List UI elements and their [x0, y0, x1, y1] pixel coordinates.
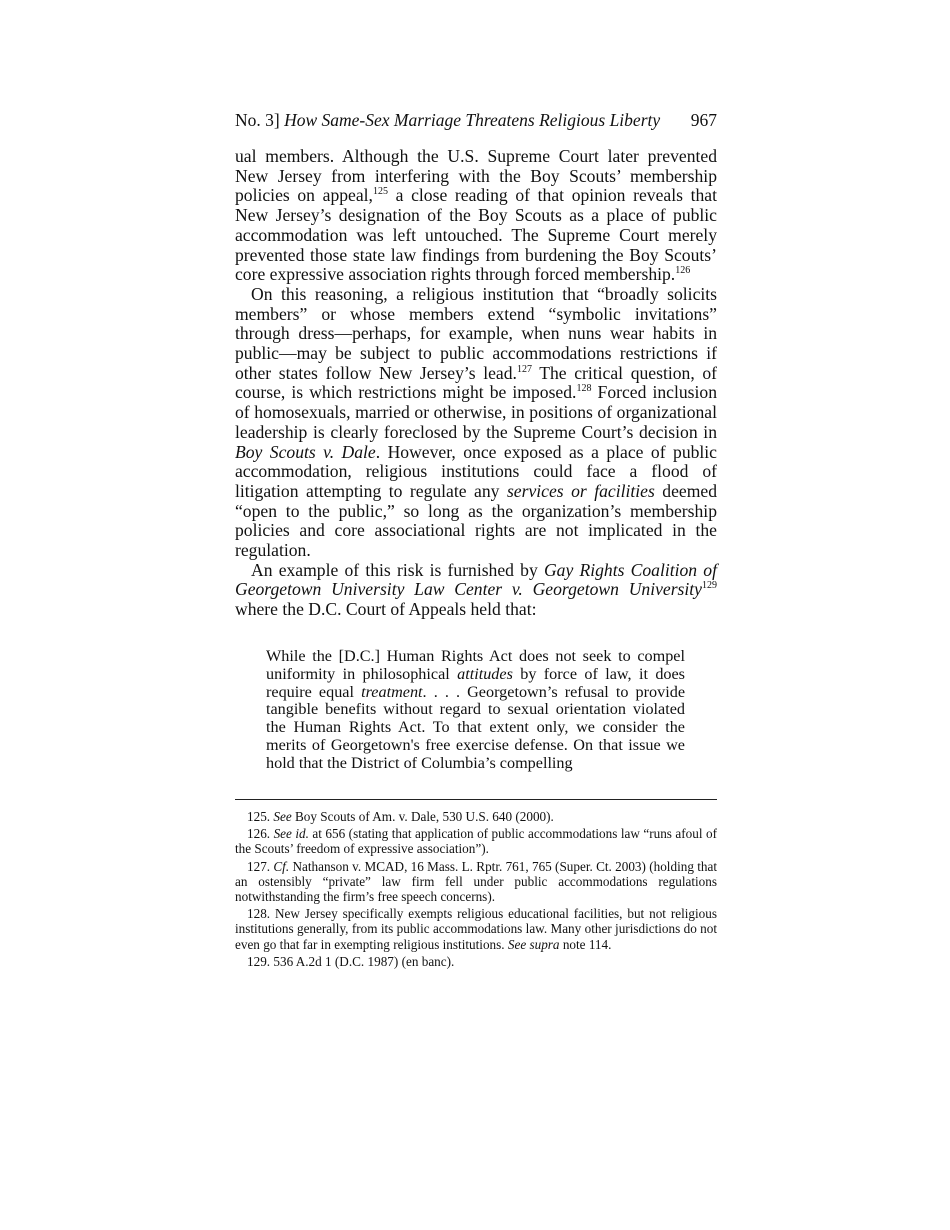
footnote-text: at 656 (stating that application of public accommodations law “runs afoul of the Scouts’ freedom of expressive association”).: [235, 826, 717, 857]
footnote-text: Boy Scouts of Am. v. Dale, 530 U.S. 640 (2000).: [291, 809, 554, 824]
paragraph-text: On this reasoning, a religious institution that “broadly solicits members” or whose members extend “symbolic invitations” through dress—perhaps, for example, when nuns wear habits in public—may be subject to public accommodations restrictions if other states follow New Jersey’s lead.: [235, 283, 717, 383]
footnote-number: 129.: [247, 953, 271, 969]
footnote-126: [235, 826, 717, 856]
article-title: How Same-Sex Marriage Threatens Religious Liberty: [284, 110, 661, 130]
footnote-text: Nathanson v. MCAD, 16 Mass. L. Rptr. 761, 765 (Super. Ct. 2003) (holding that an ostensibly “private” law firm fell under public accommodations regulations notwithstanding the firm’s free speech concerns).: [235, 858, 717, 905]
paragraph-text: . However, once exposed as a place of public accommodation, religious institutions could face a flood of litigation attempting to regulate any: [235, 441, 717, 501]
header-left: [235, 109, 660, 131]
quote-span: by force of law, it does require equal: [266, 664, 685, 701]
footnote-number: 128.: [247, 906, 271, 922]
signal: See supra: [507, 936, 560, 952]
footnote-128: [235, 906, 717, 952]
case-name: Gay Rights Coalition of Georgetown University Law Center v. Georgetown University: [235, 559, 717, 600]
signal: Cf.: [273, 858, 290, 874]
paragraph-2: [235, 285, 717, 561]
signal: See: [273, 809, 292, 824]
footnote-ref-125[interactable]: 125: [372, 186, 388, 198]
footnote-125: [235, 809, 717, 824]
footnote-ref-128[interactable]: 128: [576, 383, 592, 395]
quote-emphasis: attitudes: [457, 664, 513, 683]
footnote-text: note 114.: [559, 936, 612, 952]
paragraph-text: where the D.C. Court of Appeals held that:: [235, 599, 537, 620]
paragraph-1: [235, 147, 717, 285]
footnote-ref-126[interactable]: 126: [675, 265, 691, 277]
paragraph-text: deemed “open to the public,” so long as the organization’s membership policies and core associational rights are not implicated in the regulation.: [235, 480, 718, 561]
footnotes: [235, 809, 717, 971]
footnote-ref-129[interactable]: 129: [702, 580, 717, 592]
footnote-number: 127.: [247, 858, 271, 874]
paragraph-text: An example of this risk is furnished by: [251, 559, 544, 580]
running-header: [235, 109, 717, 131]
quote-span: . . . . Georgetown’s refusal to provide tangible benefits without regard to sexual orientation violated the Human Rights Act. To that extent only, we consider the merits of Georgetown's free exercise defense. On that issue we hold that the District of Columbia’s compelling: [266, 682, 685, 772]
emphasis: services or facilities: [506, 480, 655, 501]
footnote-text: 536 A.2d 1 (D.C. 1987) (en banc).: [270, 953, 455, 969]
footnote-number: 125.: [247, 809, 271, 824]
paragraph-text: ual members. Although the U.S. Supreme Court later prevented New Jersey from interfering with the Boy Scouts’ membership policies on appeal,: [235, 146, 717, 206]
footnote-129: [235, 954, 717, 969]
quote-emphasis: treatment: [361, 682, 423, 701]
footnote-text: New Jersey specifically exempts religious educational facilities, but not religious institutions generally, from its public accommodations law. Many other jurisdictions do not even go that far in exempting religious institutions.: [235, 906, 717, 952]
quote-text: [266, 648, 685, 773]
case-name: Boy Scouts v. Dale: [235, 441, 376, 462]
issue-number: No. 3]: [235, 110, 280, 130]
paragraph-text: The critical question, of course, is which restrictions might be imposed.: [235, 362, 717, 403]
quote-span: While the [D.C.] Human Rights Act does not seek to compel uniformity in philosophical: [266, 647, 685, 683]
paragraph-3: [235, 561, 717, 620]
footnote-number: 126.: [247, 826, 271, 842]
block-quote: [266, 648, 685, 773]
paragraph-text: a close reading of that opinion reveals that New Jersey’s designation of the Boy Scouts as a place of public accommodation was left untouched. The Supreme Court merely prevented those state law findings from burdening the Boy Scouts’ core expressive association rights through forced membership.: [235, 185, 718, 285]
paragraph-text: Forced inclusion of homosexuals, married or otherwise, in positions of organizational leadership is clearly foreclosed by the Supreme Court’s decision in: [235, 382, 717, 442]
footnote-divider: [235, 799, 717, 800]
footnote-127: [235, 859, 717, 905]
footnote-ref-127[interactable]: 127: [516, 363, 532, 375]
page-number: 967: [690, 110, 717, 130]
main-text: [235, 147, 717, 620]
signal: See id.: [273, 826, 309, 842]
